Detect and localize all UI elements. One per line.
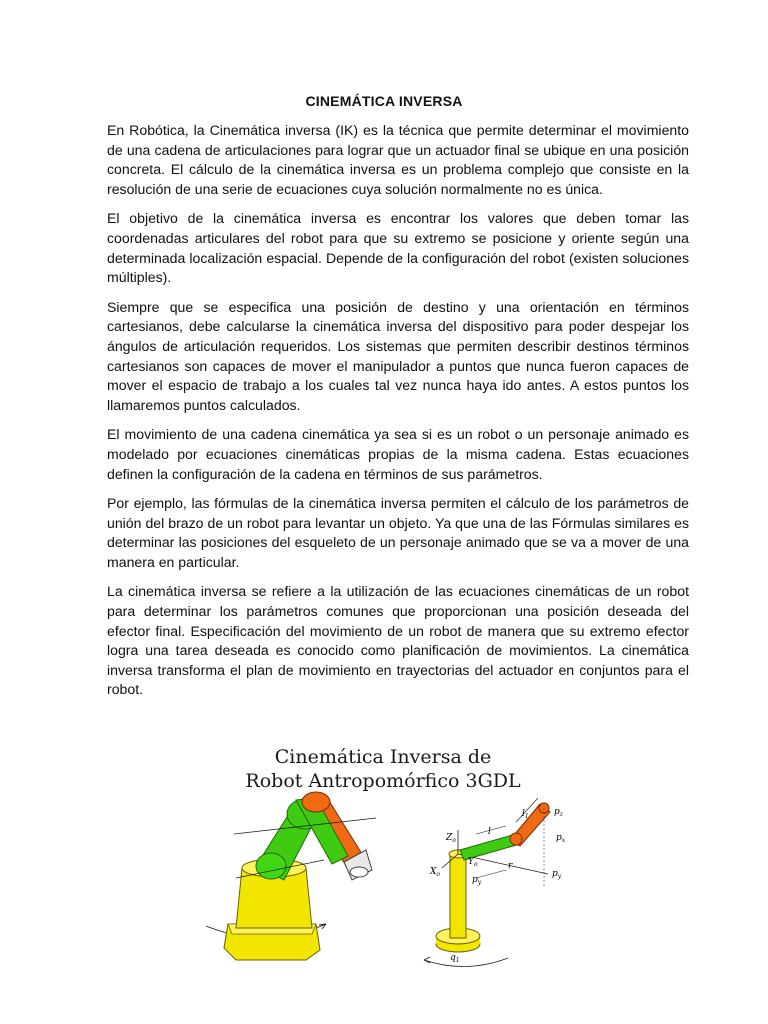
q1-rotation-arrow (424, 958, 508, 967)
label-pz: $p_z$ (554, 807, 563, 818)
figure-title-line1: Cinemática Inversa de (274, 746, 492, 768)
document-title: CINEMÁTICA INVERSA (305, 93, 463, 109)
label-l: l (488, 827, 491, 837)
label-z0: $Z_o$ (446, 833, 456, 844)
kinematic-schematic (424, 798, 566, 967)
paragraph: El objetivo de la cinemática inversa es encontrar los valores que deben tomar las coordenadas articulares del robot para que su extremo se posicione y oriente según una determinada localización espacial. Depende de la configuración del robot (existen soluciones múltiples). (107, 210, 689, 286)
label-y0: $Y_o$ (468, 857, 478, 868)
label-x0: $X_o$ (430, 867, 441, 878)
robot-figure (176, 738, 590, 974)
paragraph: En Robótica, la Cinemática inversa (IK) es la técnica que permite determinar el movimiento de una cadena de articulaciones para lograr que un actuador final se ubique en una posición concreta. El cálculo de la cinemática inversa es un problema complejo que consiste en la resolución de una serie de ecuaciones cuya solución normalmente no es única. (107, 122, 689, 197)
paragraph: Por ejemplo, las fórmulas de la cinemática inversa permiten el cálculo de los parámetros de unión del brazo de un robot para levantar un objeto. Ya que una de las Fórmulas similares es determinar las posiciones del esqueleto de un personaje animado que se va a mover de una manera en particular. (107, 495, 689, 570)
label-px: $p_x$ (556, 833, 566, 844)
label-l1: $l_1$ (522, 809, 529, 820)
label-r: r (508, 861, 513, 871)
paragraph: Siempre que se especifica una posición de destino y una orientación en términos cartesianos, debe calcularse la cinemática inversa del dispositivo para poder despejar los ángulos de articulación requeridos. Los sistemas que permiten describir destinos términos cartesianos son capaces de mover el manipulador a puntos que nunca fueron capaces de mover el espacio de trabajo a los cuales tal vez nunca haya ido antes. A estos puntos los llamaremos puntos calculados. (107, 298, 689, 413)
schematic-column (450, 854, 466, 938)
document-body (107, 121, 689, 710)
robot-illustration (176, 738, 590, 974)
paragraph: La cinemática inversa se refiere a la utilización de las ecuaciones cinemáticas de un robot para determinar los parámetros comunes que proporcionan una posición deseada del efector final. Especificación del movimiento de un robot de manera que su extremo efector logra una tarea deseada es conocido como planificación de movimientos. La cinemática inversa transforma el plan de movimiento en trayectorias del actuador en conjuntos para el robot. (107, 583, 689, 698)
robot-arm-3d-illustration (206, 792, 376, 960)
label-py-base: $p_y$ (472, 875, 482, 886)
label-py: $p_y$ (552, 869, 562, 880)
label-q1: $q_1$ (450, 953, 460, 964)
paragraph: El movimiento de una cadena cinemática ya sea si es un robot o un personaje animado es modelado por ecuaciones cinemáticas propias de la misma cadena. Estas ecuaciones definen la configuración de la cadena en términos de sus parámetros. (107, 426, 689, 482)
figure-title-line2: Robot Antropomórfico 3GDL (245, 770, 521, 792)
